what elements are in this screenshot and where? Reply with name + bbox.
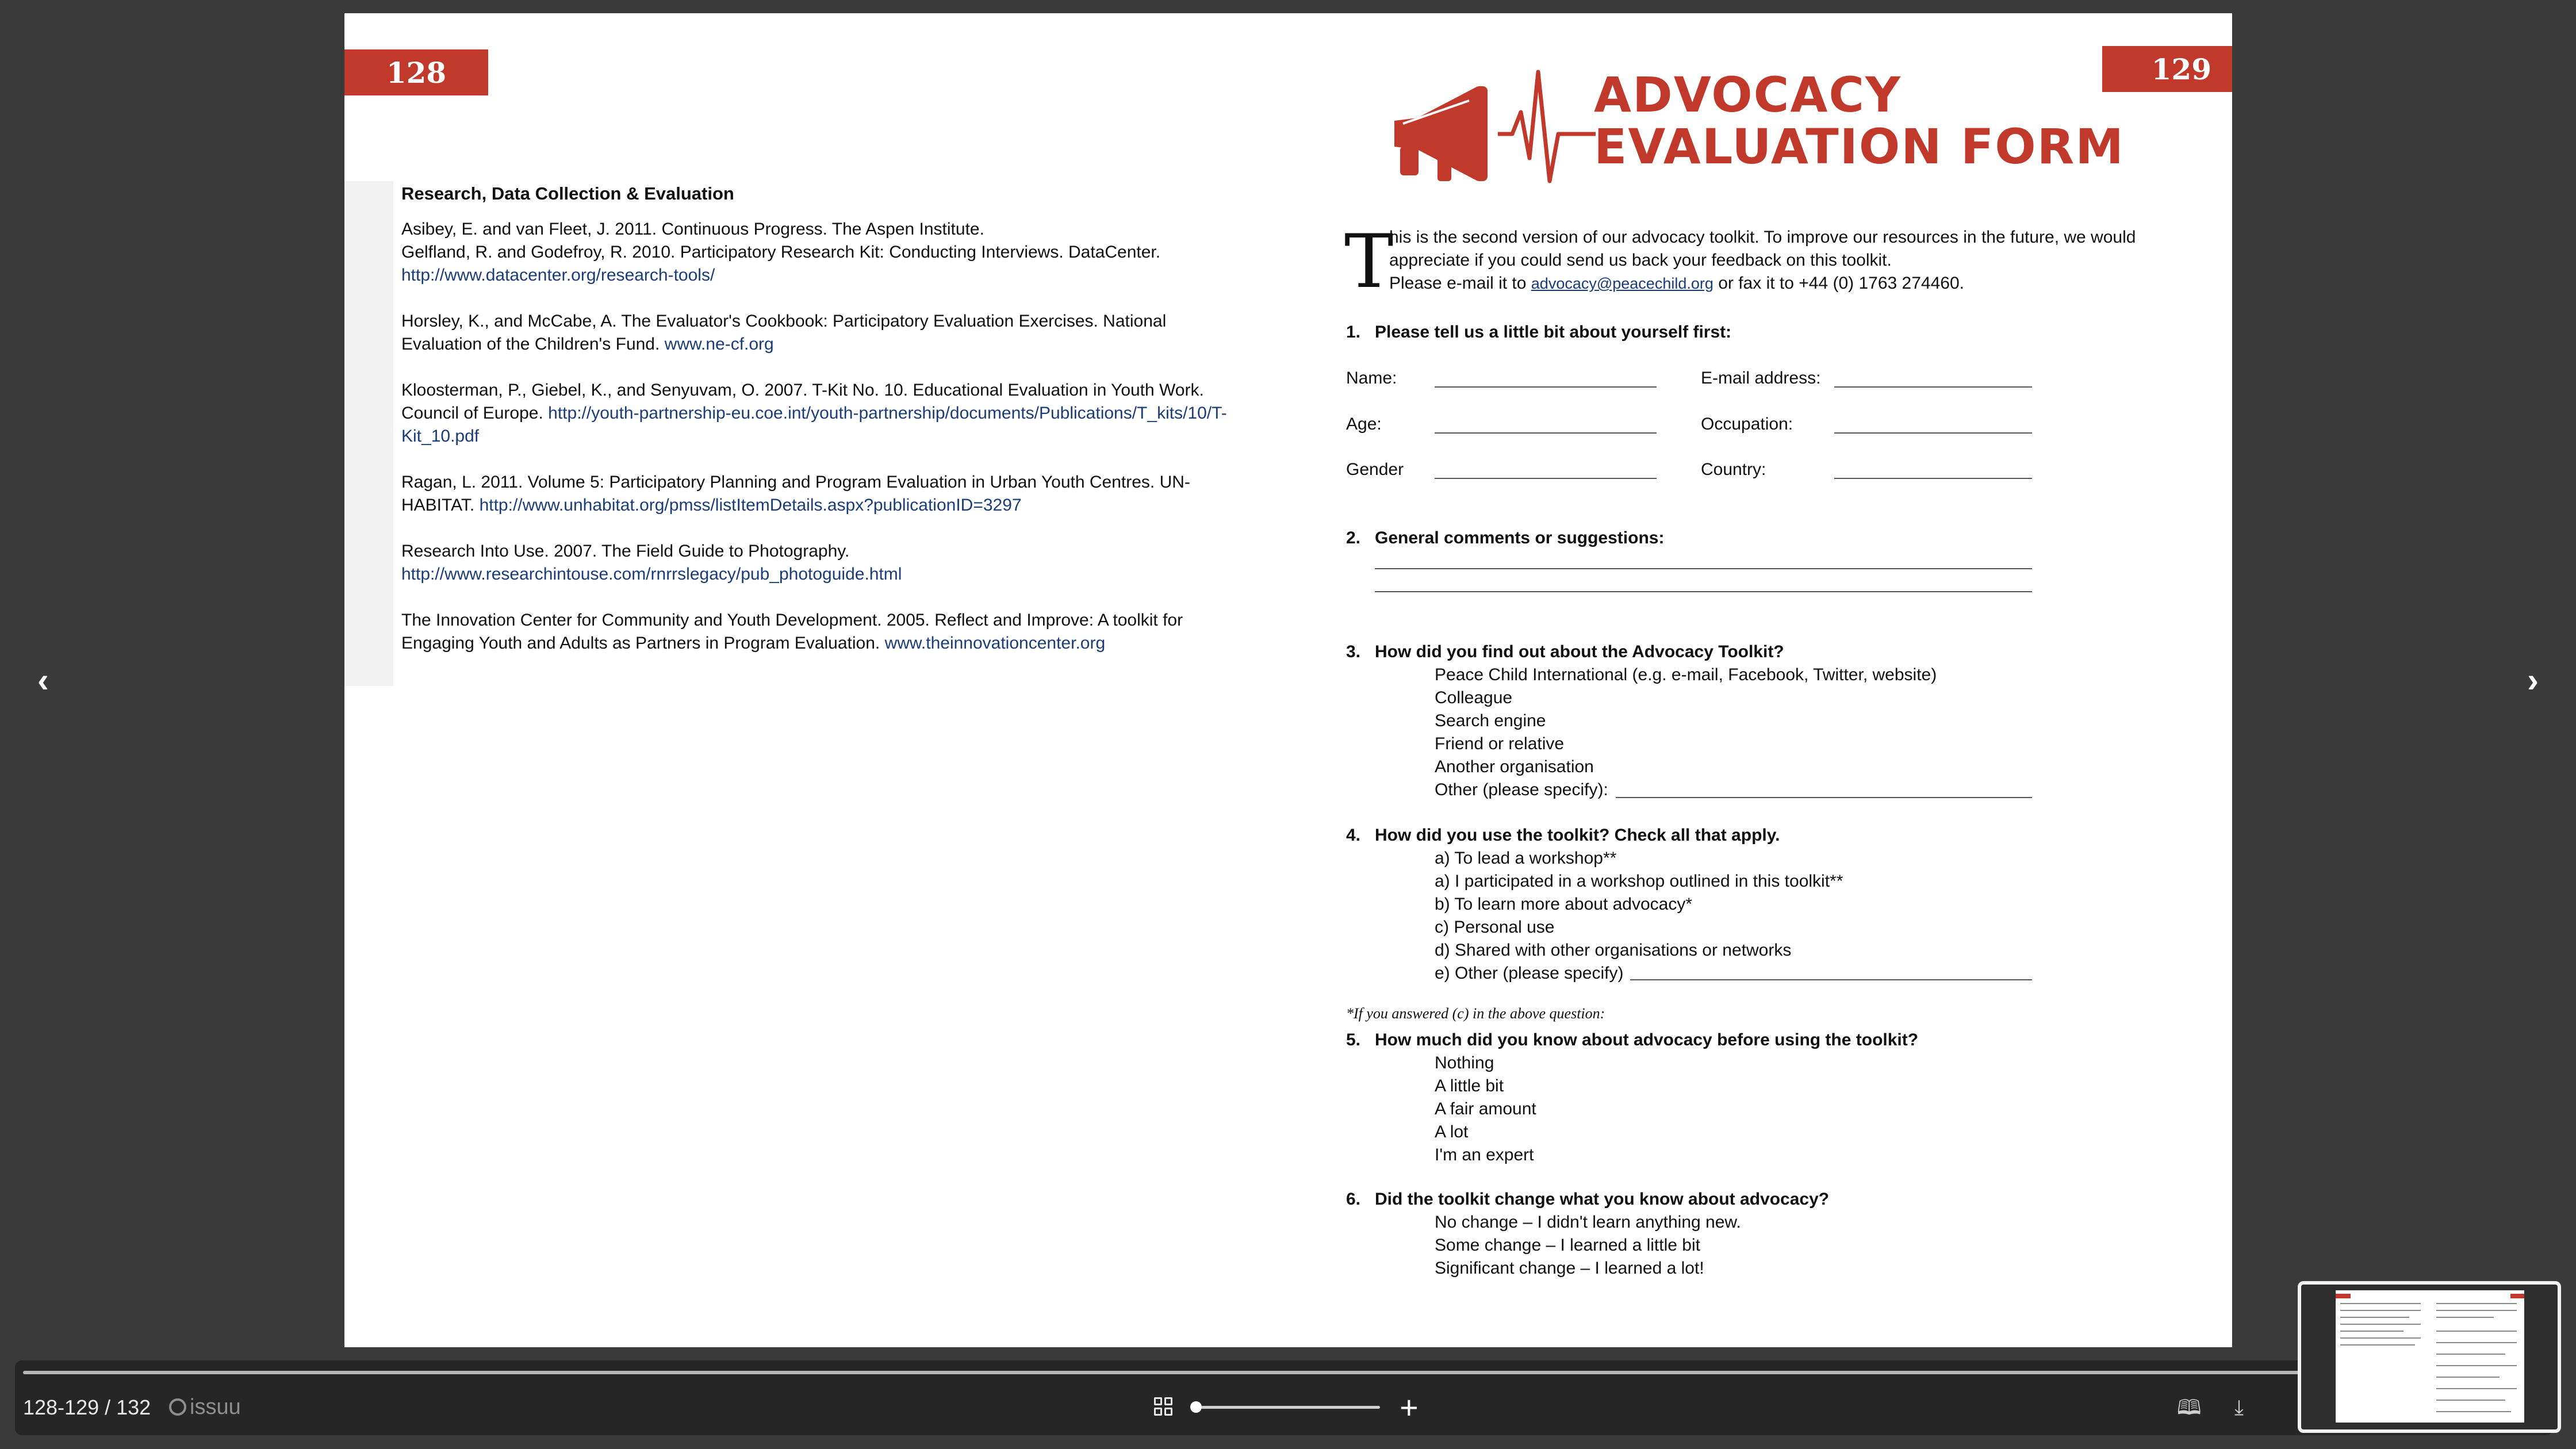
page-progress-scrubber[interactable] <box>23 1371 2300 1374</box>
other-specify-line[interactable] <box>1616 797 2032 798</box>
reference-link[interactable]: http://youth-partnership-eu.coe.int/youth-partnership/documents/Publications/T_kits/10/T-Kit_10.pdf <box>401 404 1227 446</box>
age-field[interactable] <box>1435 432 1657 434</box>
option-item[interactable]: Friend or relative <box>1435 734 1565 753</box>
reference-item: Gelfland, R. and Godefroy, R. 2010. Participatory Research Kit: Conducting Interviews. DataCenter. http://www.datacenter.org/research-tools/ <box>401 243 1161 285</box>
option-item[interactable]: e) Other (please specify) <box>1435 964 1624 983</box>
comments-line[interactable] <box>1375 568 2032 569</box>
option-item[interactable]: A fair amount <box>1435 1099 1536 1118</box>
reader-view-icon[interactable]: 🕮 <box>2177 1396 2202 1419</box>
age-label: Age: <box>1346 415 1382 434</box>
download-icon[interactable]: ⤓ <box>2234 1396 2244 1419</box>
page-indicator: 128-129 / 132 <box>23 1396 151 1419</box>
question-5: 5. How much did you know about advocacy before using the toolkit? <box>1346 1030 1919 1049</box>
reference-item: Horsley, K., and McCabe, A. The Evaluator's Cookbook: Participatory Evaluation Exercises. National Evaluation of the Children's Fund. www.ne-cf.org <box>401 312 1167 354</box>
option-item[interactable]: Other (please specify): <box>1435 780 1608 799</box>
question-3: 3. How did you find out about the Advocacy Toolkit? <box>1346 642 1784 661</box>
references-heading: Research, Data Collection & Evaluation <box>401 183 734 204</box>
issuu-logo-icon <box>169 1398 186 1416</box>
megaphone-icon <box>1383 66 1596 204</box>
option-item[interactable]: b) To learn more about advocacy* <box>1435 895 1693 914</box>
footnote: *If you answered (c) in the above question: <box>1346 1005 1605 1022</box>
references-list <box>401 182 1235 678</box>
previous-page-arrow-icon[interactable]: ‹ <box>37 661 49 699</box>
occupation-field[interactable] <box>1834 432 2032 434</box>
issuu-logo[interactable]: issuu <box>169 1394 241 1420</box>
option-item[interactable]: Nothing <box>1435 1053 1494 1072</box>
reference-item: Kloosterman, P., Giebel, K., and Senyuvam, O. 2007. T-Kit No. 10. Educational Evaluation in Youth Work. Council of Europe. http://youth-partnership-eu.coe.int/youth-partnership/documents/Publications/T_kits/10/T-Kit_10.pdf <box>401 381 1227 446</box>
next-page-arrow-icon[interactable]: › <box>2527 661 2539 699</box>
email-field[interactable] <box>1834 386 2032 388</box>
email-link[interactable]: advocacy@peacechild.org <box>1531 275 1713 292</box>
option-item[interactable]: I'm an expert <box>1435 1145 1534 1164</box>
option-item[interactable]: c) Personal use <box>1435 918 1555 937</box>
page-thumbnail[interactable] <box>2298 1281 2561 1433</box>
question-5-options <box>1435 1052 1536 1167</box>
intro-dropcap: T <box>1344 219 1394 305</box>
gender-field[interactable] <box>1435 478 1657 479</box>
question-2: 2. General comments or suggestions: <box>1346 528 1665 547</box>
option-item[interactable]: a) To lead a workshop** <box>1435 849 1617 868</box>
option-item[interactable]: Colleague <box>1435 688 1513 707</box>
other-specify-line[interactable] <box>1630 979 2032 980</box>
left-margin-bar <box>344 181 393 686</box>
name-label: Name: <box>1346 369 1397 388</box>
page-number-left: 128 <box>344 49 488 95</box>
question-1: 1. Please tell us a little bit about yourself first: <box>1346 323 1732 342</box>
option-item[interactable]: A lot <box>1435 1122 1469 1141</box>
question-6-options <box>1435 1211 1741 1280</box>
comments-line[interactable] <box>1375 591 2032 592</box>
option-item[interactable]: Search engine <box>1435 711 1546 730</box>
reference-link[interactable]: www.theinnovationcenter.org <box>884 634 1106 653</box>
grid-view-icon[interactable] <box>1154 1397 1174 1417</box>
option-item[interactable]: a) I participated in a workshop outlined in this toolkit** <box>1435 872 1843 891</box>
email-label: E-mail address: <box>1701 369 1821 388</box>
question-4: 4. How did you use the toolkit? Check all that apply. <box>1346 826 1780 845</box>
country-label: Country: <box>1701 460 1766 479</box>
reference-link[interactable]: www.ne-cf.org <box>664 335 774 354</box>
question-3-options <box>1435 664 1937 802</box>
reference-link[interactable]: http://www.datacenter.org/research-tools/ <box>401 266 715 285</box>
occupation-label: Occupation: <box>1701 415 1793 434</box>
zoom-in-icon[interactable]: + <box>1400 1389 1419 1425</box>
form-title: ADVOCACY EVALUATION FORM <box>1594 67 2125 175</box>
option-item[interactable]: Peace Child International (e.g. e-mail, Facebook, Twitter, website) <box>1435 665 1937 684</box>
left-page <box>344 13 1288 1347</box>
option-item[interactable]: No change – I didn't learn anything new. <box>1435 1213 1741 1232</box>
reference-item: The Innovation Center for Community and Youth Development. 2005. Reflect and Improve: A toolkit for Engaging Youth and Adults as Partners in Program Evaluation. www.theinnovationcenter.org <box>401 611 1183 653</box>
page-spread <box>344 13 2232 1347</box>
intro-paragraph: his is the second version of our advocacy toolkit. To improve our resources in the future, we would appreciate if you could send us back your feedback on this toolkit. Please e-mail it to advocacy@peacechild.org or fax it to +44 (0) 1763 274460. <box>1389 228 2136 293</box>
question-6: 6. Did the toolkit change what you know about advocacy? <box>1346 1190 1830 1209</box>
gender-label: Gender <box>1346 460 1404 479</box>
reference-item: Research Into Use. 2007. The Field Guide to Photography. http://www.researchintouse.com/rnrrslegacy/pub_photoguide.html <box>401 542 902 584</box>
option-item[interactable]: Significant change – I learned a lot! <box>1435 1259 1704 1278</box>
option-item[interactable]: Some change – I learned a little bit <box>1435 1236 1700 1255</box>
country-field[interactable] <box>1834 478 2032 479</box>
zoom-slider-handle[interactable] <box>1190 1401 1202 1413</box>
option-item[interactable]: d) Shared with other organisations or networks <box>1435 941 1792 960</box>
reference-link[interactable]: http://www.researchintouse.com/rnrrslegacy/pub_photoguide.html <box>401 565 902 584</box>
reference-item: Ragan, L. 2011. Volume 5: Participatory Planning and Program Evaluation in Urban Youth Centres. UN-HABITAT. http://www.unhabitat.org/pmss/listItemDetails.aspx?publicationID=3297 <box>401 473 1190 515</box>
option-item[interactable]: Another organisation <box>1435 757 1594 776</box>
page-number-right: 129 <box>2102 46 2232 92</box>
reference-item: Asibey, E. and van Fleet, J. 2011. Continuous Progress. The Aspen Institute. <box>401 220 984 239</box>
question-4-options <box>1435 847 1843 985</box>
name-field[interactable] <box>1435 386 1657 388</box>
reference-link[interactable]: http://www.unhabitat.org/pmss/listItemDetails.aspx?publicationID=3297 <box>479 496 1022 515</box>
option-item[interactable]: A little bit <box>1435 1076 1504 1095</box>
zoom-slider[interactable] <box>1194 1406 1380 1409</box>
